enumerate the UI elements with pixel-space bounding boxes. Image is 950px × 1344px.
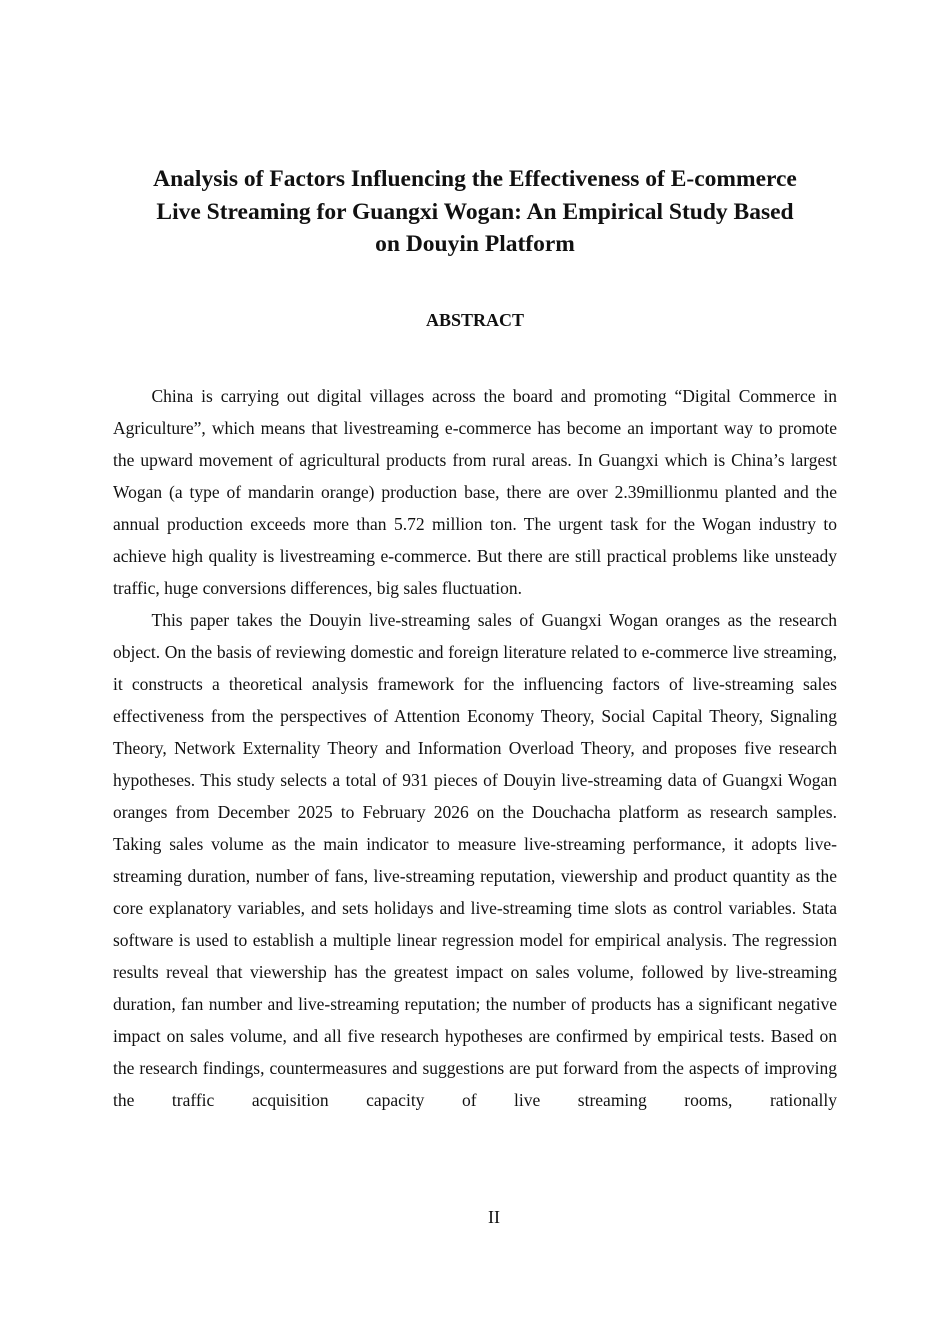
page-number: II — [488, 1207, 500, 1227]
paper-title-line: on Douyin Platform — [375, 231, 575, 257]
paper-title-line: Live Streaming for Guangxi Wogan: An Empirical Study Based — [156, 198, 794, 225]
abstract-paragraph: This paper takes the Douyin live-streaming sales of Guangxi Wogan oranges as the research object. On the basis of reviewing domestic and foreign literature related to e-commerce live streaming, it constructs a theoretical analysis framework for the influencing factors of live-streaming sales effectiveness from the perspectives of Attention Economy Theory, Social Capital Theory, Signaling Theory, Network Externality Theory and Information Overload Theory, and proposes five research hypotheses. This study selects a total of 931 pieces of Douyin live-streaming data of Guangxi Wogan oranges from December 2025 to February 2026 on the Douchacha platform as research samples. Taking sales volume as the main indicator to measure live-streaming performance, it adopts live-streaming duration, number of fans, live-streaming reputation, viewership and product quantity as the core explanatory variables, and sets holidays and live-streaming time slots as control variables. Stata software is used to establish a multiple linear regression model for empirical analysis. The regression results reveal that viewership has the greatest impact on sales volume, followed by live-streaming duration, fan number and live-streaming reputation; the number of products has a significant negative impact on sales volume, and all five research hypotheses are confirmed by empirical tests. Based on the research findings, countermeasures and suggestions are put forward from the aspects of improving the traffic acquisition capacity of live streaming rooms, rationally — [113, 610, 837, 1110]
abstract-body — [113, 380, 837, 1116]
abstract-paragraph: China is carrying out digital villages across the board and promoting “Digital Commerce in Agriculture”, which means that livestreaming e-commerce has become an important way to promote the upward movement of agricultural products from rural areas. In Guangxi which is China’s largest Wogan (a type of mandarin orange) production base, there are over 2.39millionmu planted and the annual production exceeds more than 5.72 million ton. The urgent task for the Wogan industry to achieve high quality is livestreaming e-commerce. But there are still practical problems like unsteady traffic, huge conversions differences, big sales fluctuation. — [113, 386, 837, 598]
abstract-heading: ABSTRACT — [425, 310, 525, 330]
paper-title — [113, 163, 837, 261]
paper-title-line: Analysis of Factors Influencing the Effectiveness of E-commerce — [153, 166, 797, 192]
